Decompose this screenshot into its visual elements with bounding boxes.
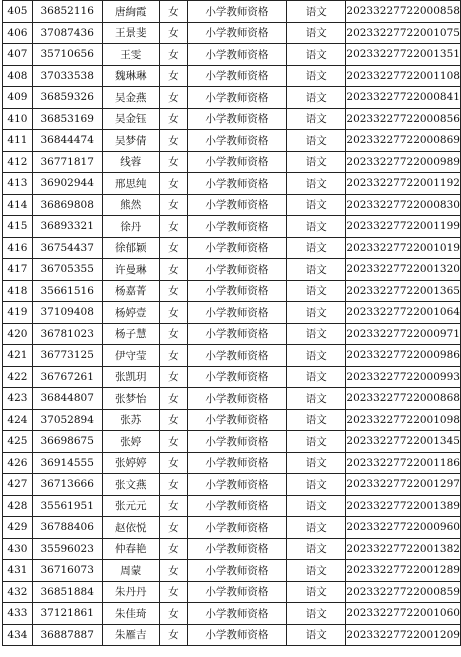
table-row [3, 302, 461, 324]
seq-cell: 414 [3, 194, 33, 216]
table-row [3, 474, 461, 496]
exam-number-cell: 35596023 [32, 538, 102, 560]
seq-cell: 431 [3, 560, 33, 582]
table-row [3, 517, 461, 539]
seq-cell: 415 [3, 216, 33, 238]
certificate-type-cell: 小学教师资格 [187, 280, 286, 302]
exam-number-cell: 36781023 [32, 323, 102, 345]
name-cell: 张梦怡 [102, 388, 160, 410]
certificate-number-cell: 20233227722001192 [346, 173, 461, 195]
certificate-number-cell: 20233227722000986 [346, 345, 461, 367]
subject-cell: 语文 [287, 409, 346, 431]
exam-number-cell: 36705355 [32, 259, 102, 281]
exam-number-cell: 36844807 [32, 388, 102, 410]
gender-cell: 女 [160, 517, 188, 539]
table-row [3, 130, 461, 152]
certificate-type-cell: 小学教师资格 [187, 409, 286, 431]
certificate-type-cell: 小学教师资格 [187, 1, 286, 23]
name-cell: 徐丹 [102, 216, 160, 238]
certificate-number-cell: 20233227722001060 [346, 603, 461, 625]
table-row [3, 388, 461, 410]
certificate-type-cell: 小学教师资格 [187, 216, 286, 238]
certificate-type-cell: 小学教师资格 [187, 560, 286, 582]
name-cell: 朱丹丹 [102, 581, 160, 603]
certificate-type-cell: 小学教师资格 [187, 624, 286, 646]
roster-body [3, 1, 461, 646]
subject-cell: 语文 [287, 44, 346, 66]
seq-cell: 421 [3, 345, 33, 367]
gender-cell: 女 [160, 1, 188, 23]
certificate-number-cell: 20233227722001345 [346, 431, 461, 453]
subject-cell: 语文 [287, 216, 346, 238]
exam-number-cell: 36773125 [32, 345, 102, 367]
certificate-number-cell: 20233227722001365 [346, 280, 461, 302]
table-row [3, 323, 461, 345]
certificate-number-cell: 20233227722001186 [346, 452, 461, 474]
seq-cell: 416 [3, 237, 33, 259]
name-cell: 杨子慧 [102, 323, 160, 345]
exam-number-cell: 37121861 [32, 603, 102, 625]
table-row [3, 108, 461, 130]
subject-cell: 语文 [287, 452, 346, 474]
subject-cell: 语文 [287, 108, 346, 130]
gender-cell: 女 [160, 452, 188, 474]
certificate-number-cell: 20233227722000869 [346, 130, 461, 152]
gender-cell: 女 [160, 130, 188, 152]
certificate-number-cell: 20233227722001389 [346, 495, 461, 517]
gender-cell: 女 [160, 474, 188, 496]
exam-number-cell: 36914555 [32, 452, 102, 474]
table-row [3, 22, 461, 44]
subject-cell: 语文 [287, 1, 346, 23]
subject-cell: 语文 [287, 237, 346, 259]
subject-cell: 语文 [287, 474, 346, 496]
certificate-number-cell: 20233227722001297 [346, 474, 461, 496]
name-cell: 周蒙 [102, 560, 160, 582]
exam-number-cell: 36902944 [32, 173, 102, 195]
table-row [3, 173, 461, 195]
name-cell: 张苏 [102, 409, 160, 431]
certificate-type-cell: 小学教师资格 [187, 517, 286, 539]
name-cell: 张凯玥 [102, 366, 160, 388]
certificate-number-cell: 20233227722001320 [346, 259, 461, 281]
certificate-type-cell: 小学教师资格 [187, 388, 286, 410]
name-cell: 吴金钰 [102, 108, 160, 130]
exam-number-cell: 36851884 [32, 581, 102, 603]
gender-cell: 女 [160, 624, 188, 646]
name-cell: 唐絢霞 [102, 1, 160, 23]
table-row [3, 280, 461, 302]
seq-cell: 412 [3, 151, 33, 173]
exam-number-cell: 35561951 [32, 495, 102, 517]
certificate-type-cell: 小学教师资格 [187, 581, 286, 603]
exam-number-cell: 36869808 [32, 194, 102, 216]
gender-cell: 女 [160, 194, 188, 216]
exam-number-cell: 36853169 [32, 108, 102, 130]
table-row [3, 194, 461, 216]
gender-cell: 女 [160, 173, 188, 195]
certificate-number-cell: 20233227722000971 [346, 323, 461, 345]
name-cell: 张文燕 [102, 474, 160, 496]
certificate-type-cell: 小学教师资格 [187, 452, 286, 474]
certificate-type-cell: 小学教师资格 [187, 44, 286, 66]
certificate-type-cell: 小学教师资格 [187, 259, 286, 281]
certificate-number-cell: 20233227722000993 [346, 366, 461, 388]
seq-cell: 413 [3, 173, 33, 195]
subject-cell: 语文 [287, 517, 346, 539]
subject-cell: 语文 [287, 538, 346, 560]
subject-cell: 语文 [287, 22, 346, 44]
subject-cell: 语文 [287, 581, 346, 603]
name-cell: 张元元 [102, 495, 160, 517]
subject-cell: 语文 [287, 302, 346, 324]
seq-cell: 419 [3, 302, 33, 324]
certificate-type-cell: 小学教师资格 [187, 108, 286, 130]
certificate-type-cell: 小学教师资格 [187, 538, 286, 560]
seq-cell: 408 [3, 65, 33, 87]
certificate-number-cell: 20233227722001199 [346, 216, 461, 238]
gender-cell: 女 [160, 431, 188, 453]
table-row [3, 259, 461, 281]
subject-cell: 语文 [287, 173, 346, 195]
exam-number-cell: 36893321 [32, 216, 102, 238]
certificate-type-cell: 小学教师资格 [187, 366, 286, 388]
certificate-type-cell: 小学教师资格 [187, 237, 286, 259]
gender-cell: 女 [160, 323, 188, 345]
table-row [3, 151, 461, 173]
subject-cell: 语文 [287, 388, 346, 410]
gender-cell: 女 [160, 22, 188, 44]
certificate-number-cell: 20233227722000960 [346, 517, 461, 539]
name-cell: 徐郁颖 [102, 237, 160, 259]
exam-number-cell: 35661516 [32, 280, 102, 302]
certificate-type-cell: 小学教师资格 [187, 130, 286, 152]
gender-cell: 女 [160, 280, 188, 302]
exam-number-cell: 37033538 [32, 65, 102, 87]
name-cell: 张婷婷 [102, 452, 160, 474]
subject-cell: 语文 [287, 323, 346, 345]
exam-number-cell: 37087436 [32, 22, 102, 44]
subject-cell: 语文 [287, 151, 346, 173]
seq-cell: 433 [3, 603, 33, 625]
table-row [3, 44, 461, 66]
certificate-number-cell: 20233227722001351 [346, 44, 461, 66]
certificate-number-cell: 20233227722000856 [346, 108, 461, 130]
name-cell: 吴金燕 [102, 87, 160, 109]
certificate-type-cell: 小学教师资格 [187, 603, 286, 625]
gender-cell: 女 [160, 581, 188, 603]
certificate-type-cell: 小学教师资格 [187, 474, 286, 496]
table-row [3, 345, 461, 367]
certificate-number-cell: 20233227722001382 [346, 538, 461, 560]
name-cell: 仲春艳 [102, 538, 160, 560]
exam-number-cell: 36844474 [32, 130, 102, 152]
certificate-number-cell: 20233227722000841 [346, 87, 461, 109]
certificate-number-cell: 20233227722001064 [346, 302, 461, 324]
table-row [3, 366, 461, 388]
seq-cell: 405 [3, 1, 33, 23]
table-row [3, 431, 461, 453]
seq-cell: 423 [3, 388, 33, 410]
seq-cell: 427 [3, 474, 33, 496]
subject-cell: 语文 [287, 194, 346, 216]
seq-cell: 425 [3, 431, 33, 453]
table-row [3, 452, 461, 474]
gender-cell: 女 [160, 302, 188, 324]
exam-number-cell: 36887887 [32, 624, 102, 646]
name-cell: 朱雁吉 [102, 624, 160, 646]
gender-cell: 女 [160, 65, 188, 87]
name-cell: 线蓉 [102, 151, 160, 173]
subject-cell: 语文 [287, 130, 346, 152]
gender-cell: 女 [160, 495, 188, 517]
table-row [3, 495, 461, 517]
seq-cell: 428 [3, 495, 33, 517]
seq-cell: 424 [3, 409, 33, 431]
name-cell: 王景斐 [102, 22, 160, 44]
certificate-number-cell: 20233227722001098 [346, 409, 461, 431]
gender-cell: 女 [160, 409, 188, 431]
certificate-number-cell: 20233227722001075 [346, 22, 461, 44]
exam-number-cell: 36716073 [32, 560, 102, 582]
table-row [3, 409, 461, 431]
seq-cell: 409 [3, 87, 33, 109]
name-cell: 熊然 [102, 194, 160, 216]
gender-cell: 女 [160, 216, 188, 238]
exam-number-cell: 36859326 [32, 87, 102, 109]
certificate-type-cell: 小学教师资格 [187, 65, 286, 87]
name-cell: 王雯 [102, 44, 160, 66]
table-row [3, 603, 461, 625]
gender-cell: 女 [160, 388, 188, 410]
certificate-number-cell: 20233227722001209 [346, 624, 461, 646]
certificate-number-cell: 20233227722001289 [346, 560, 461, 582]
subject-cell: 语文 [287, 87, 346, 109]
exam-number-cell: 36852116 [32, 1, 102, 23]
certificate-type-cell: 小学教师资格 [187, 173, 286, 195]
gender-cell: 女 [160, 237, 188, 259]
certificate-type-cell: 小学教师资格 [187, 345, 286, 367]
table-row [3, 65, 461, 87]
seq-cell: 418 [3, 280, 33, 302]
gender-cell: 女 [160, 44, 188, 66]
certificate-type-cell: 小学教师资格 [187, 323, 286, 345]
subject-cell: 语文 [287, 495, 346, 517]
table-row [3, 237, 461, 259]
seq-cell: 406 [3, 22, 33, 44]
certificate-type-cell: 小学教师资格 [187, 87, 286, 109]
subject-cell: 语文 [287, 560, 346, 582]
seq-cell: 426 [3, 452, 33, 474]
name-cell: 吴梦倩 [102, 130, 160, 152]
seq-cell: 420 [3, 323, 33, 345]
name-cell: 张婷 [102, 431, 160, 453]
table-row [3, 538, 461, 560]
seq-cell: 410 [3, 108, 33, 130]
gender-cell: 女 [160, 259, 188, 281]
subject-cell: 语文 [287, 366, 346, 388]
exam-number-cell: 35710656 [32, 44, 102, 66]
name-cell: 许曼琳 [102, 259, 160, 281]
name-cell: 邢思纯 [102, 173, 160, 195]
table-row [3, 581, 461, 603]
exam-number-cell: 36713666 [32, 474, 102, 496]
subject-cell: 语文 [287, 345, 346, 367]
subject-cell: 语文 [287, 65, 346, 87]
certificate-number-cell: 20233227722000859 [346, 581, 461, 603]
gender-cell: 女 [160, 87, 188, 109]
table-row [3, 560, 461, 582]
certificate-type-cell: 小学教师资格 [187, 151, 286, 173]
roster-table [2, 0, 461, 646]
seq-cell: 407 [3, 44, 33, 66]
name-cell: 魏琳琳 [102, 65, 160, 87]
exam-number-cell: 36767261 [32, 366, 102, 388]
certificate-type-cell: 小学教师资格 [187, 495, 286, 517]
subject-cell: 语文 [287, 280, 346, 302]
seq-cell: 430 [3, 538, 33, 560]
certificate-number-cell: 20233227722000989 [346, 151, 461, 173]
subject-cell: 语文 [287, 259, 346, 281]
subject-cell: 语文 [287, 624, 346, 646]
name-cell: 赵依悦 [102, 517, 160, 539]
certificate-type-cell: 小学教师资格 [187, 194, 286, 216]
exam-number-cell: 36698675 [32, 431, 102, 453]
gender-cell: 女 [160, 151, 188, 173]
subject-cell: 语文 [287, 603, 346, 625]
gender-cell: 女 [160, 560, 188, 582]
seq-cell: 422 [3, 366, 33, 388]
table-row [3, 87, 461, 109]
exam-number-cell: 37052894 [32, 409, 102, 431]
certificate-type-cell: 小学教师资格 [187, 302, 286, 324]
certificate-number-cell: 20233227722000830 [346, 194, 461, 216]
name-cell: 伊守莹 [102, 345, 160, 367]
certificate-type-cell: 小学教师资格 [187, 22, 286, 44]
exam-number-cell: 36754437 [32, 237, 102, 259]
table-row [3, 1, 461, 23]
name-cell: 杨婷壹 [102, 302, 160, 324]
gender-cell: 女 [160, 366, 188, 388]
certificate-number-cell: 20233227722001108 [346, 65, 461, 87]
certificate-type-cell: 小学教师资格 [187, 431, 286, 453]
seq-cell: 417 [3, 259, 33, 281]
name-cell: 杨嘉菁 [102, 280, 160, 302]
gender-cell: 女 [160, 345, 188, 367]
certificate-number-cell: 20233227722000858 [346, 1, 461, 23]
certificate-number-cell: 20233227722001019 [346, 237, 461, 259]
exam-number-cell: 36788406 [32, 517, 102, 539]
gender-cell: 女 [160, 603, 188, 625]
exam-number-cell: 36771817 [32, 151, 102, 173]
name-cell: 朱佳琦 [102, 603, 160, 625]
gender-cell: 女 [160, 108, 188, 130]
certificate-number-cell: 20233227722000868 [346, 388, 461, 410]
subject-cell: 语文 [287, 431, 346, 453]
seq-cell: 434 [3, 624, 33, 646]
seq-cell: 429 [3, 517, 33, 539]
table-row [3, 216, 461, 238]
gender-cell: 女 [160, 538, 188, 560]
seq-cell: 411 [3, 130, 33, 152]
seq-cell: 432 [3, 581, 33, 603]
exam-number-cell: 37109408 [32, 302, 102, 324]
table-row [3, 624, 461, 646]
